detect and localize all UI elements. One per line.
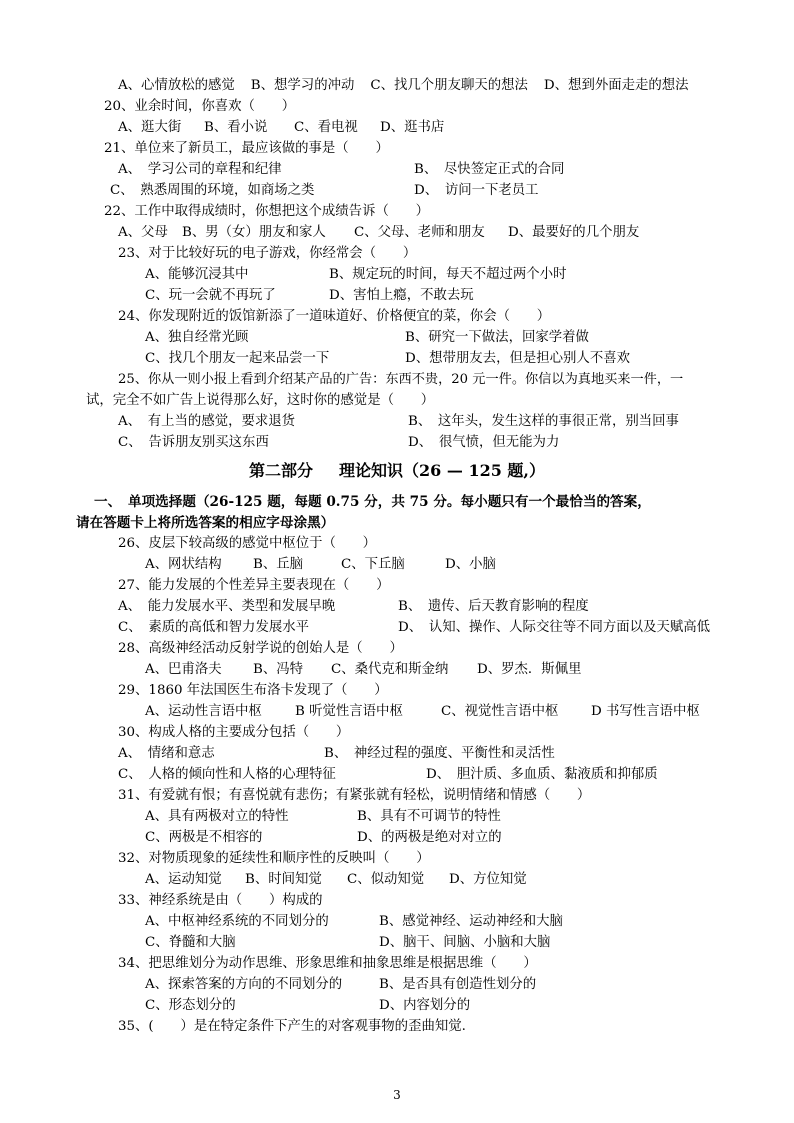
q27-option-c: C、 素质的高低和智力发展水平 [118, 620, 310, 635]
q23-option-b: B、规定玩的时间，每天不超过两个小时 [329, 267, 567, 282]
q19-option-c: C、找几个朋友聊天的想法 [370, 78, 528, 93]
q27-options-row2 [118, 618, 710, 638]
q25-option-d: D、 很气愤，但无能为力 [408, 435, 560, 450]
q20-option-c: C、看电视 [294, 120, 358, 135]
q20-stem: 20、业余时间，你喜欢（ ） [104, 99, 296, 114]
q26-option-c: C、下丘脑 [341, 557, 405, 572]
q21-option-c: C、 熟悉周围的环境，如商场之类 [110, 183, 315, 198]
q32-option-a: A、运动知觉 [145, 872, 222, 887]
q23-stem: 23、对于比较好玩的电子游戏，你经常会（ ） [118, 246, 417, 261]
q33-options-row1 [145, 912, 563, 932]
section-title [0, 458, 794, 481]
q32-option-d: D、方位知觉 [449, 872, 527, 887]
q23-options-row1 [145, 265, 566, 285]
q21-option-d: D、 访问一下老员工 [414, 183, 539, 198]
q32-options [145, 870, 527, 890]
q24-options-row1 [145, 328, 589, 348]
q19-option-b: B、想学习的冲动 [250, 78, 355, 93]
q24-option-d: D、想带朋友去，但是担心别人不喜欢 [405, 351, 630, 366]
q27-options-row1 [118, 597, 589, 617]
section-title-part: 第二部分 [249, 461, 314, 480]
q33-option-c: C、脊髓和大脑 [145, 935, 236, 950]
q29-option-c: C、视觉性言语中枢 [441, 704, 559, 719]
q28-option-c: C、桑代克和斯金纳 [331, 662, 449, 677]
q19-options [118, 76, 689, 96]
q22-stem: 22、工作中取得成绩时，你想把这个成绩告诉（ ） [104, 204, 430, 219]
q26-options [145, 555, 496, 575]
q23-option-d: D、害怕上瘾，不敢去玩 [329, 288, 474, 303]
q25-stem-line1: 25、你从一则小报上看到介绍某产品的广告：东西不贵，20 元一件。你信以为真地买来一件，一 [118, 372, 684, 387]
q19-option-d: D、想到外面走走的想法 [543, 78, 689, 93]
q30-option-b: B、 神经过程的强度、平衡性和灵活性 [324, 746, 555, 761]
q22-option-d: D、最要好的几个朋友 [508, 225, 640, 240]
q31-option-a: A、具有两极对立的特性 [145, 809, 289, 824]
q34-options-row2 [145, 996, 470, 1016]
q29-option-d: D 书写性言语中枢 [591, 704, 700, 719]
q22-option-a: A、父母 [118, 225, 168, 240]
q34-stem: 34、把思维划分为动作思维、形象思维和抽象思维是根据思维（ ） [118, 956, 537, 971]
q31-option-c: C、两极是不相容的 [145, 830, 263, 845]
q27-option-a: A、 能力发展水平、类型和发展早晚 [118, 599, 336, 614]
q20-options [118, 118, 444, 138]
q25-stem-line2: 试，完全不如广告上说得那么好，这时你的感觉是（ ） [86, 393, 435, 408]
q26-option-d: D、小脑 [445, 557, 496, 572]
q25-option-b: B、 这年头，发生这样的事很正常，别当回事 [408, 414, 679, 429]
q29-options [145, 702, 700, 722]
q20-option-b: B、看小说 [204, 120, 268, 135]
q20-option-a: A、逛大街 [118, 120, 182, 135]
q21-options-row2 [110, 181, 539, 201]
q21-options-row1 [118, 160, 564, 180]
q34-option-d: D、内容划分的 [379, 998, 471, 1013]
instructions-line2: 请在答题卡上将所选答案的相应字母涂黑） [76, 515, 335, 531]
q23-options-row2 [145, 286, 474, 306]
q27-option-b: B、 遗传、后天教育影响的程度 [398, 599, 589, 614]
section-title-subject: 理论知识（26 — 125 题,） [339, 461, 545, 480]
q25-option-a: A、 有上当的感觉，要求退货 [118, 414, 296, 429]
q24-option-b: B、研究一下做法，回家学着做 [405, 330, 589, 345]
q19-option-a: A、心情放松的感觉 [118, 78, 235, 93]
instructions-line1: 一、 单项选择题（26-125 题，每题 0.75 分，共 75 分。每小题只有一个最恰当的答案， [94, 494, 651, 510]
q23-option-a: A、能够沉浸其中 [145, 267, 249, 282]
q24-option-c: C、找几个朋友一起来品尝一下 [145, 351, 330, 366]
q28-stem: 28、高级神经活动反射学说的创始人是（ ） [118, 641, 403, 656]
q33-option-a: A、中枢神经系统的不同划分的 [145, 914, 329, 929]
q28-option-d: D、罗杰．斯佩里 [477, 662, 582, 677]
q33-stem: 33、神经系统是由（ ）构成的 [118, 893, 323, 908]
q30-option-d: D、 胆汁质、多血质、黏液质和抑郁质 [426, 767, 658, 782]
q28-options [145, 660, 581, 680]
q30-option-a: A、 情绪和意志 [118, 746, 215, 761]
q29-option-a: A、运动性言语中枢 [145, 704, 262, 719]
q34-options-row1 [145, 975, 536, 995]
q20-option-d: D、逛书店 [380, 120, 445, 135]
q30-options-row1 [118, 744, 555, 764]
q31-option-d: D、的两极是绝对对立的 [357, 830, 502, 845]
q31-options-row1 [145, 807, 501, 827]
q34-option-a: A、探索答案的方向的不同划分的 [145, 977, 343, 992]
q25-option-c: C、 告诉朋友别买这东西 [118, 435, 269, 450]
q35-stem: 35、( ）是在特定条件下产生的对客观事物的歪曲知觉. [118, 1019, 466, 1034]
q33-options-row2 [145, 933, 550, 953]
q21-option-a: A、 学习公司的章程和纪律 [118, 162, 282, 177]
q21-option-b: B、 尽快签定正式的合同 [414, 162, 565, 177]
q26-option-b: B、丘脑 [253, 557, 304, 572]
q27-stem: 27、能力发展的个性差异主要表现在（ ） [118, 578, 390, 593]
q24-option-a: A、独自经常光顾 [145, 330, 249, 345]
q29-stem: 29、1860 年法国医生布洛卡发现了（ ） [118, 683, 388, 698]
q30-options-row2 [118, 765, 658, 785]
q22-option-c: C、父母、老师和朋友 [354, 225, 485, 240]
q31-option-b: B、具有不可调节的特性 [357, 809, 501, 824]
q33-option-b: B、感觉神经、运动神经和大脑 [379, 914, 563, 929]
q32-stem: 32、对物质现象的延续性和顺序性的反映叫（ ） [118, 851, 430, 866]
q25-options-row1 [118, 412, 679, 432]
q31-options-row2 [145, 828, 502, 848]
q32-option-c: C、似动知觉 [347, 872, 425, 887]
page-number: 3 [393, 1088, 401, 1102]
q31-stem: 31、有爱就有恨；有喜悦就有悲伤；有紧张就有轻松，说明情绪和情感（ ） [118, 788, 591, 803]
q22-options [118, 223, 639, 243]
q23-option-c: C、玩一会就不再玩了 [145, 288, 276, 303]
q34-option-c: C、形态划分的 [145, 998, 236, 1013]
q28-option-b: B、冯特 [253, 662, 304, 677]
q22-option-b: B、男（女）朋友和家人 [182, 225, 326, 240]
q28-option-a: A、巴甫洛夫 [145, 662, 222, 677]
q30-stem: 30、构成人格的主要成分包括（ ） [118, 725, 350, 740]
q26-option-a: A、网状结构 [145, 557, 222, 572]
q34-option-b: B、是否具有创造性划分的 [379, 977, 537, 992]
q33-option-d: D、脑干、间脑、小脑和大脑 [379, 935, 551, 950]
q24-options-row2 [145, 349, 630, 369]
q29-option-b: B 听觉性言语中枢 [295, 704, 403, 719]
q24-stem: 24、你发现附近的饭馆新添了一道味道好、价格便宜的菜，你会（ ） [118, 309, 551, 324]
q25-options-row2 [118, 433, 559, 453]
q21-stem: 21、单位来了新员工，最应该做的事是（ ） [104, 141, 389, 156]
q26-stem: 26、皮层下较高级的感觉中枢位于（ ） [118, 536, 377, 551]
q27-option-d: D、 认知、操作、人际交往等不同方面以及天赋高低 [398, 620, 711, 635]
q30-option-c: C、 人格的倾向性和人格的心理特征 [118, 767, 336, 782]
q32-option-b: B、时间知觉 [245, 872, 322, 887]
